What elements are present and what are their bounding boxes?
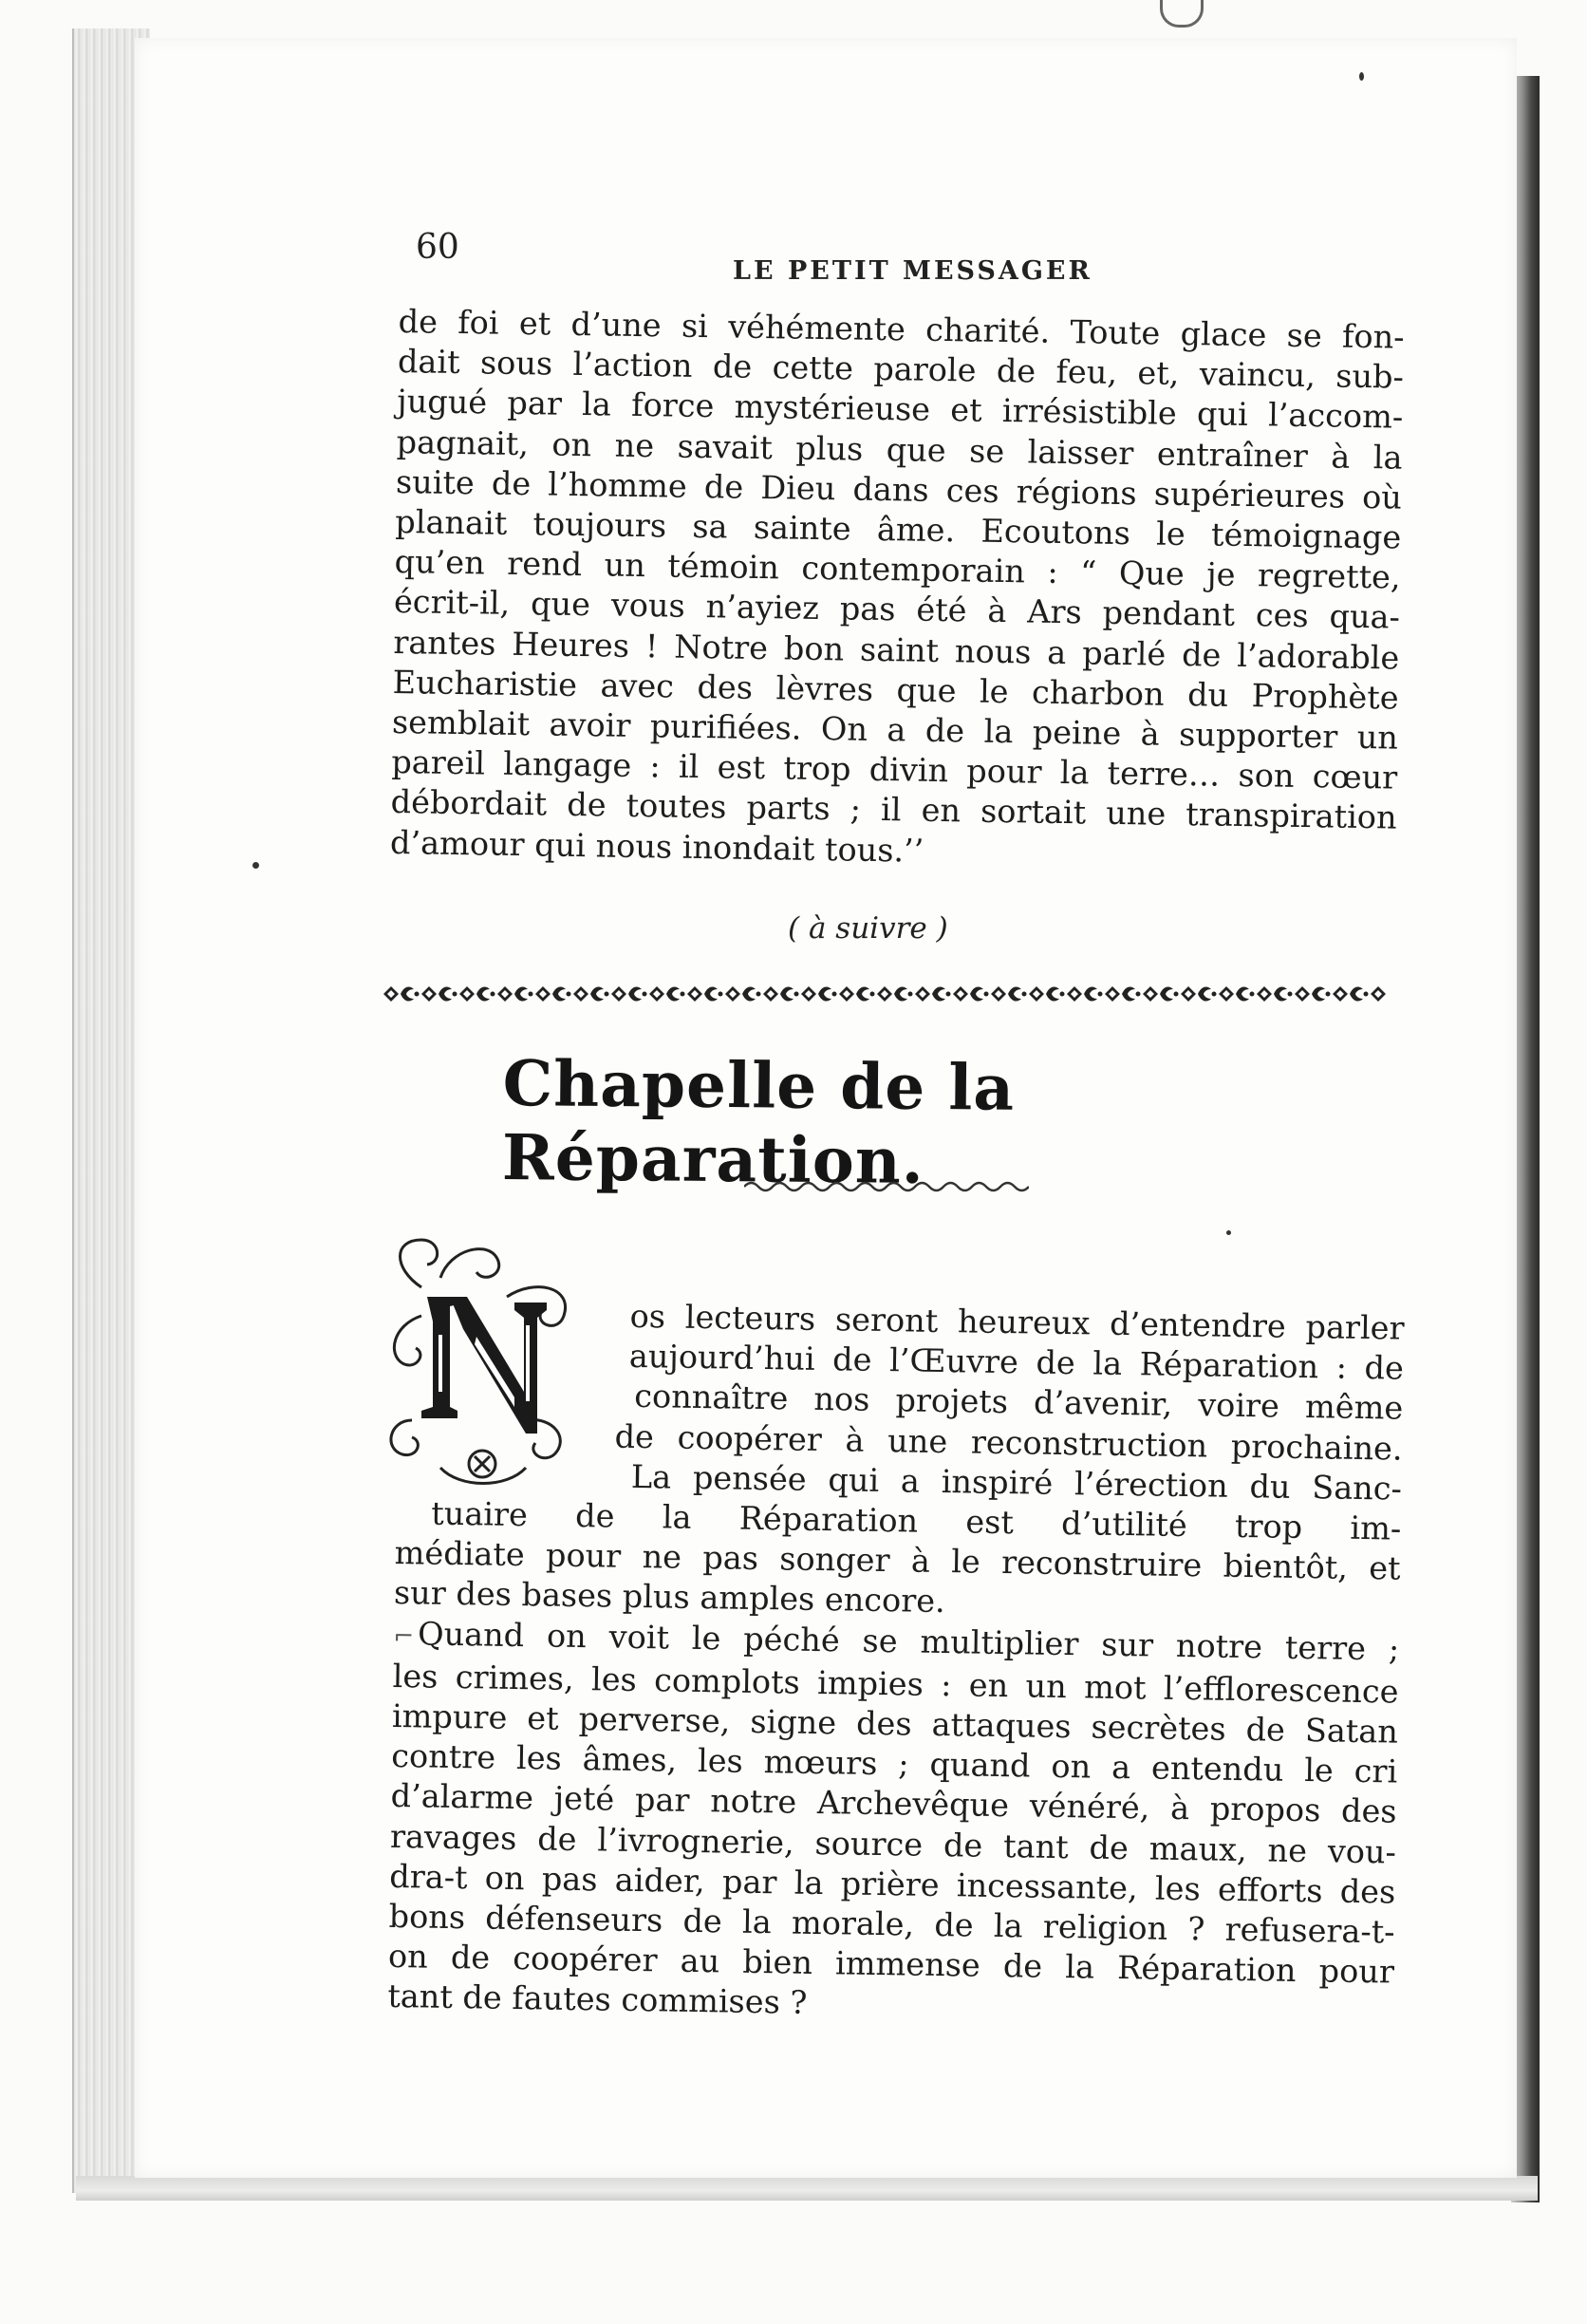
article-continuation: [390, 302, 1405, 878]
to-be-continued: ( à suivre ): [788, 911, 948, 946]
text-line: connaître nos projets d’avenir, voire même: [634, 1378, 1404, 1428]
ornamental-separator: [382, 978, 1388, 1010]
page-number: 60: [416, 228, 459, 267]
text-line: de foi et d’une si véhémente charité. Toute glace se fon-: [398, 302, 1405, 356]
text-line: La pensée qui a inspiré l’érection du Sanc-: [630, 1457, 1403, 1508]
text-line: médiate pour ne pas songer à le reconstruire bientôt, et: [394, 1534, 1401, 1587]
text-line: pagnait, on ne savait plus que se laisser entraîner à la: [396, 422, 1403, 477]
book-page-edges-bottom: [76, 2176, 1538, 2201]
text-line: rantes Heures ! Notre bon saint nous a parlé de l’adorable: [393, 623, 1400, 677]
text-line: on de coopérer au bien immense de la Réparation pour: [387, 1938, 1395, 1991]
text-line: qu’en rend un témoin contemporain : “ Que je regrette,: [394, 543, 1401, 596]
title-squiggle-rule: [744, 1177, 1029, 1196]
text-line: jugué par la force mystérieuse et irrésistible qui l’accom-: [397, 383, 1404, 437]
text-line: dait sous l’action de cette parole de feu, et, vaincu, sub-: [397, 343, 1405, 396]
text-line: ravages de l’ivrognerie, source de tant de maux, ne vou-: [389, 1817, 1397, 1871]
text-line: tuaire de la Réparation est d’utilité trop im-: [431, 1494, 1402, 1547]
text-line: d’amour qui nous inondait tous.’’: [389, 823, 924, 870]
text-line: os lecteurs seront heureux d’entendre parler: [629, 1297, 1405, 1347]
text-line-content: Quand on voit le péché se multiplier sur notre terre ;: [417, 1614, 1400, 1668]
stray-ink-dot: [1359, 72, 1364, 81]
text-line: d’alarme jeté par notre Archevêque vénéré, à propos des: [390, 1777, 1397, 1831]
text-line: suite de l’homme de Dieu dans ces régions supérieures où: [395, 462, 1403, 516]
margin-mark: ⌐: [393, 1621, 415, 1651]
text-line: impure et perverse, signe des attaques secrètes de Satan: [391, 1696, 1399, 1751]
stray-ink-dot: [1226, 1230, 1231, 1235]
stray-ink-dot: [252, 862, 259, 869]
running-head: LE PETIT MESSAGER: [733, 256, 1092, 286]
text-line: Eucharistie avec des lèvres que le charbon du Prophète: [392, 663, 1399, 717]
text-line: planait toujours sa sainte âme. Ecoutons le témoignage: [395, 502, 1402, 556]
text-line: semblait avoir purifiées. On a de la peine à supporter un: [391, 703, 1399, 757]
text-line: écrit-il, que vous n’ayiez pas été à Ars pendant ces qua-: [393, 583, 1401, 637]
text-line: tant de fautes commises ?: [387, 1977, 808, 2022]
text-line: débordait de toutes parts ; il en sortait une transpiration: [390, 783, 1397, 837]
section-title: Chapelle de la Réparation.: [501, 1046, 1016, 1198]
text-line: contre les âmes, les mœurs ; quand on a entendu le cri: [391, 1737, 1398, 1790]
text-line: dra-t on pas aider, par la prière incessante, les efforts des: [389, 1857, 1396, 1911]
article-body: [387, 1293, 1405, 2033]
text-line: aujourd’hui de l’Œuvre de la Réparation : de: [628, 1338, 1405, 1387]
text-line: sur des bases plus amples encore.: [393, 1574, 946, 1621]
text-line: bons défenseurs de la morale, de la religion ? refusera-t-: [388, 1897, 1395, 1951]
text-line: de coopérer à une reconstruction prochaine.: [614, 1417, 1403, 1468]
text-line: les crimes, les complots impies : en un mot l’efflorescence: [392, 1657, 1399, 1711]
text-line: pareil langage : il est trop divin pour la terre… son cœur: [391, 743, 1398, 797]
